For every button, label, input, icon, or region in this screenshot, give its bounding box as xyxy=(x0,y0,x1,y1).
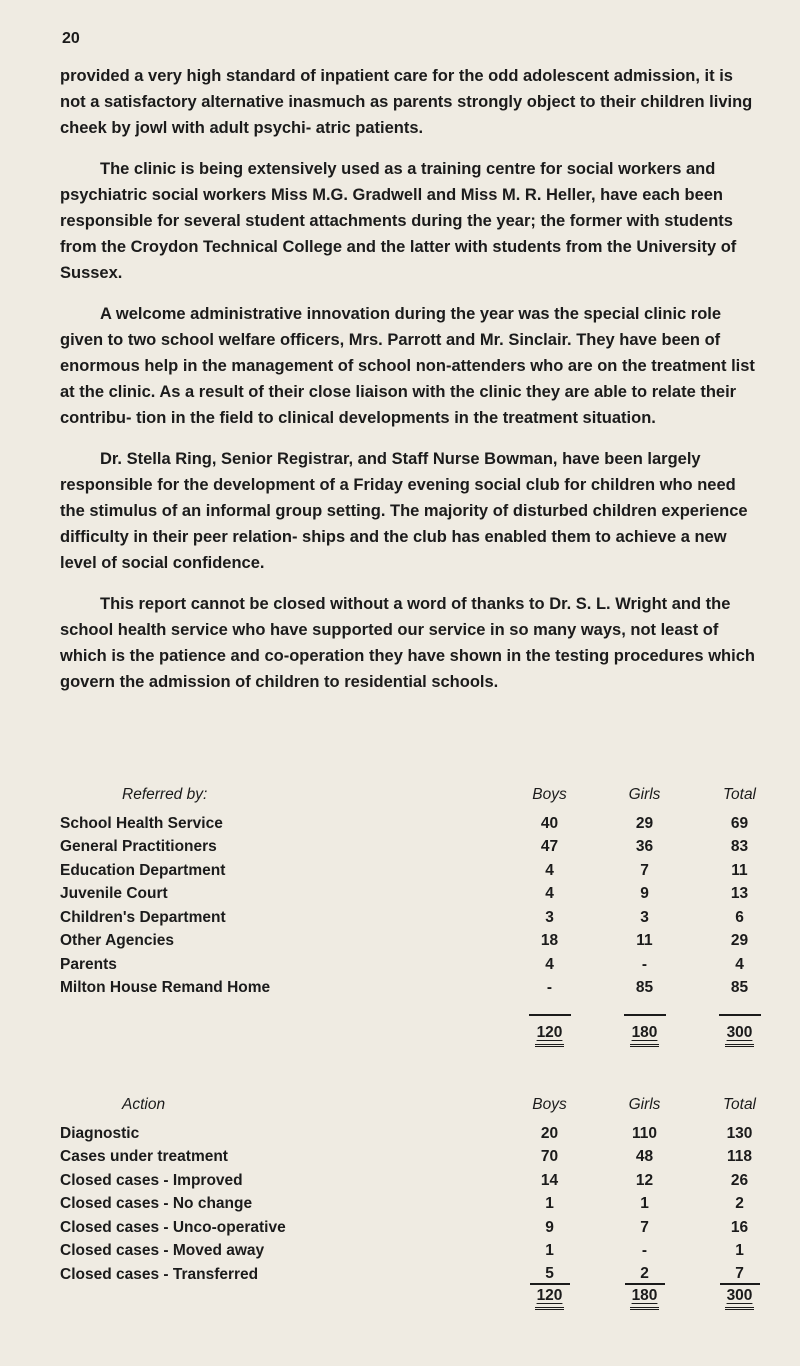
action-totals-row xyxy=(60,1287,787,1311)
table-row xyxy=(60,1169,787,1193)
boys-total: 120 xyxy=(535,1287,565,1310)
table-row xyxy=(60,1216,787,1240)
referral-header-boys: Boys xyxy=(532,786,567,803)
grand-total: 300 xyxy=(725,1024,755,1047)
paragraph-welfare-officers: A welcome administrative innovation during the year was the special clinic role given to two school welfare officers, Mrs. Parrott and Mr. Sinclair. They have been of enormous help in the management of school non-attenders who are on the treatment list at the clinic. As a result of their close liaison with the clinic they are able to relate their contribu- tion in the field to clinical developments in the treatment situation. xyxy=(60,305,755,427)
table-row xyxy=(60,812,787,836)
boys-value: 9 xyxy=(545,1218,554,1236)
row-label: Other Agencies xyxy=(60,932,174,950)
girls-value: 110 xyxy=(631,1124,657,1142)
row-label: Closed cases - Unco-operative xyxy=(60,1218,286,1236)
table-row xyxy=(60,1263,787,1287)
row-label: Diagnostic xyxy=(60,1124,140,1142)
girls-value: 1 xyxy=(640,1195,649,1213)
girls-value: 12 xyxy=(635,1171,654,1189)
action-table xyxy=(60,1088,787,1310)
action-header-total: Total xyxy=(722,1096,757,1113)
referral-table xyxy=(60,778,787,1047)
boys-value: 4 xyxy=(545,955,554,973)
paragraph-thanks: This report cannot be closed without a word of thanks to Dr. S. L. Wright and the school health service who have supported our service in so many ways, not least of which is the patience and co-operation they have shown in the testing procedures which govern the admission of children to residential schools. xyxy=(60,595,755,691)
table-rule xyxy=(60,1000,787,1024)
page-number: 20 xyxy=(62,30,80,47)
referral-header-girls: Girls xyxy=(628,786,661,803)
boys-value: 1 xyxy=(545,1195,554,1213)
girls-total: 180 xyxy=(630,1287,660,1310)
paragraph-continuation: provided a very high standard of inpatient care for the odd adolescent admission, it is not a satisfactory alternative inasmuch as parents strongly object to their children living cheek by jowl with adult psychi- atric patients. xyxy=(60,67,753,137)
boys-value: 18 xyxy=(540,932,559,950)
table-row xyxy=(60,977,787,1001)
total-value: 6 xyxy=(735,908,744,926)
boys-value: 20 xyxy=(540,1124,559,1142)
boys-value: 1 xyxy=(545,1242,554,1260)
total-value: 16 xyxy=(730,1218,749,1236)
total-value: 83 xyxy=(730,838,749,856)
boys-total: 120 xyxy=(535,1024,565,1047)
girls-value: 85 xyxy=(635,979,654,997)
boys-value: 14 xyxy=(540,1171,559,1189)
body-text xyxy=(60,63,760,710)
girls-value: 2 xyxy=(625,1265,665,1285)
boys-value: 40 xyxy=(540,814,559,832)
table-row xyxy=(60,1146,787,1170)
total-value: 26 xyxy=(730,1171,749,1189)
girls-value: 7 xyxy=(640,1218,649,1236)
total-value: 13 xyxy=(730,885,749,903)
paragraph-training-centre: The clinic is being extensively used as a training centre for social workers and psychiatric social workers Miss M.G. Gradwell and Miss M. R. Heller, have each been responsible for several student attachments during the year; the former with students from the Croydon Technical College and the latter with students from the University of Sussex. xyxy=(60,160,737,282)
action-header-row xyxy=(60,1088,787,1122)
referral-totals-row xyxy=(60,1024,787,1048)
row-label: Cases under treatment xyxy=(60,1148,228,1166)
row-label: Closed cases - Moved away xyxy=(60,1242,265,1260)
girls-value: - xyxy=(641,1242,648,1260)
girls-value: 9 xyxy=(640,885,649,903)
total-value: 2 xyxy=(735,1195,744,1213)
table-row xyxy=(60,883,787,907)
row-label: Parents xyxy=(60,955,117,973)
row-label: Closed cases - No change xyxy=(60,1195,253,1213)
boys-value: - xyxy=(546,979,553,997)
action-header-girls: Girls xyxy=(628,1096,661,1113)
girls-value: 36 xyxy=(635,838,654,856)
boys-value: 47 xyxy=(540,838,559,856)
girls-value: - xyxy=(641,955,648,973)
total-value: 85 xyxy=(730,979,749,997)
total-value: 69 xyxy=(730,814,749,832)
total-value: 29 xyxy=(730,932,749,950)
table-row xyxy=(60,930,787,954)
girls-value: 7 xyxy=(640,861,649,879)
total-value: 130 xyxy=(726,1124,753,1142)
girls-total: 180 xyxy=(630,1024,660,1047)
total-value: 118 xyxy=(726,1148,752,1166)
girls-value: 48 xyxy=(635,1148,654,1166)
boys-value: 3 xyxy=(545,908,554,926)
row-label: General Practitioners xyxy=(60,838,217,856)
total-value: 11 xyxy=(731,861,748,879)
row-label: Closed cases - Improved xyxy=(60,1171,243,1189)
referral-header-total: Total xyxy=(722,786,757,803)
action-header-action: Action xyxy=(122,1096,166,1113)
row-label: Closed cases - Transferred xyxy=(60,1265,259,1283)
action-header-boys: Boys xyxy=(532,1096,567,1113)
referral-header-source: Referred by: xyxy=(122,786,208,803)
paragraph-social-club: Dr. Stella Ring, Senior Registrar, and Staff Nurse Bowman, have been largely responsible for the development of a Friday evening social club for children who need the stimulus of an informal group setting. The majority of disturbed children experience difficulty in their peer relation- ships and the club has enabled them to achieve a new level of social confidence. xyxy=(60,450,748,572)
table-row xyxy=(60,859,787,883)
total-value: 7 xyxy=(720,1265,760,1285)
girls-value: 11 xyxy=(636,932,653,950)
boys-value: 5 xyxy=(530,1265,570,1285)
boys-value: 70 xyxy=(540,1148,559,1166)
grand-total: 300 xyxy=(725,1287,755,1310)
girls-value: 3 xyxy=(640,908,649,926)
total-value: 1 xyxy=(735,1242,744,1260)
row-label: Juvenile Court xyxy=(60,885,168,903)
row-label: School Health Service xyxy=(60,814,223,832)
girls-value: 29 xyxy=(635,814,654,832)
boys-value: 4 xyxy=(545,885,554,903)
table-row xyxy=(60,1193,787,1217)
total-value: 4 xyxy=(735,955,744,973)
table-row xyxy=(60,1240,787,1264)
table-row xyxy=(60,906,787,930)
referral-header-row xyxy=(60,778,787,812)
table-row xyxy=(60,953,787,977)
row-label: Milton House Remand Home xyxy=(60,979,271,997)
row-label: Education Department xyxy=(60,861,226,879)
row-label: Children's Department xyxy=(60,908,226,926)
boys-value: 4 xyxy=(545,861,554,879)
table-row xyxy=(60,836,787,860)
table-row xyxy=(60,1122,787,1146)
